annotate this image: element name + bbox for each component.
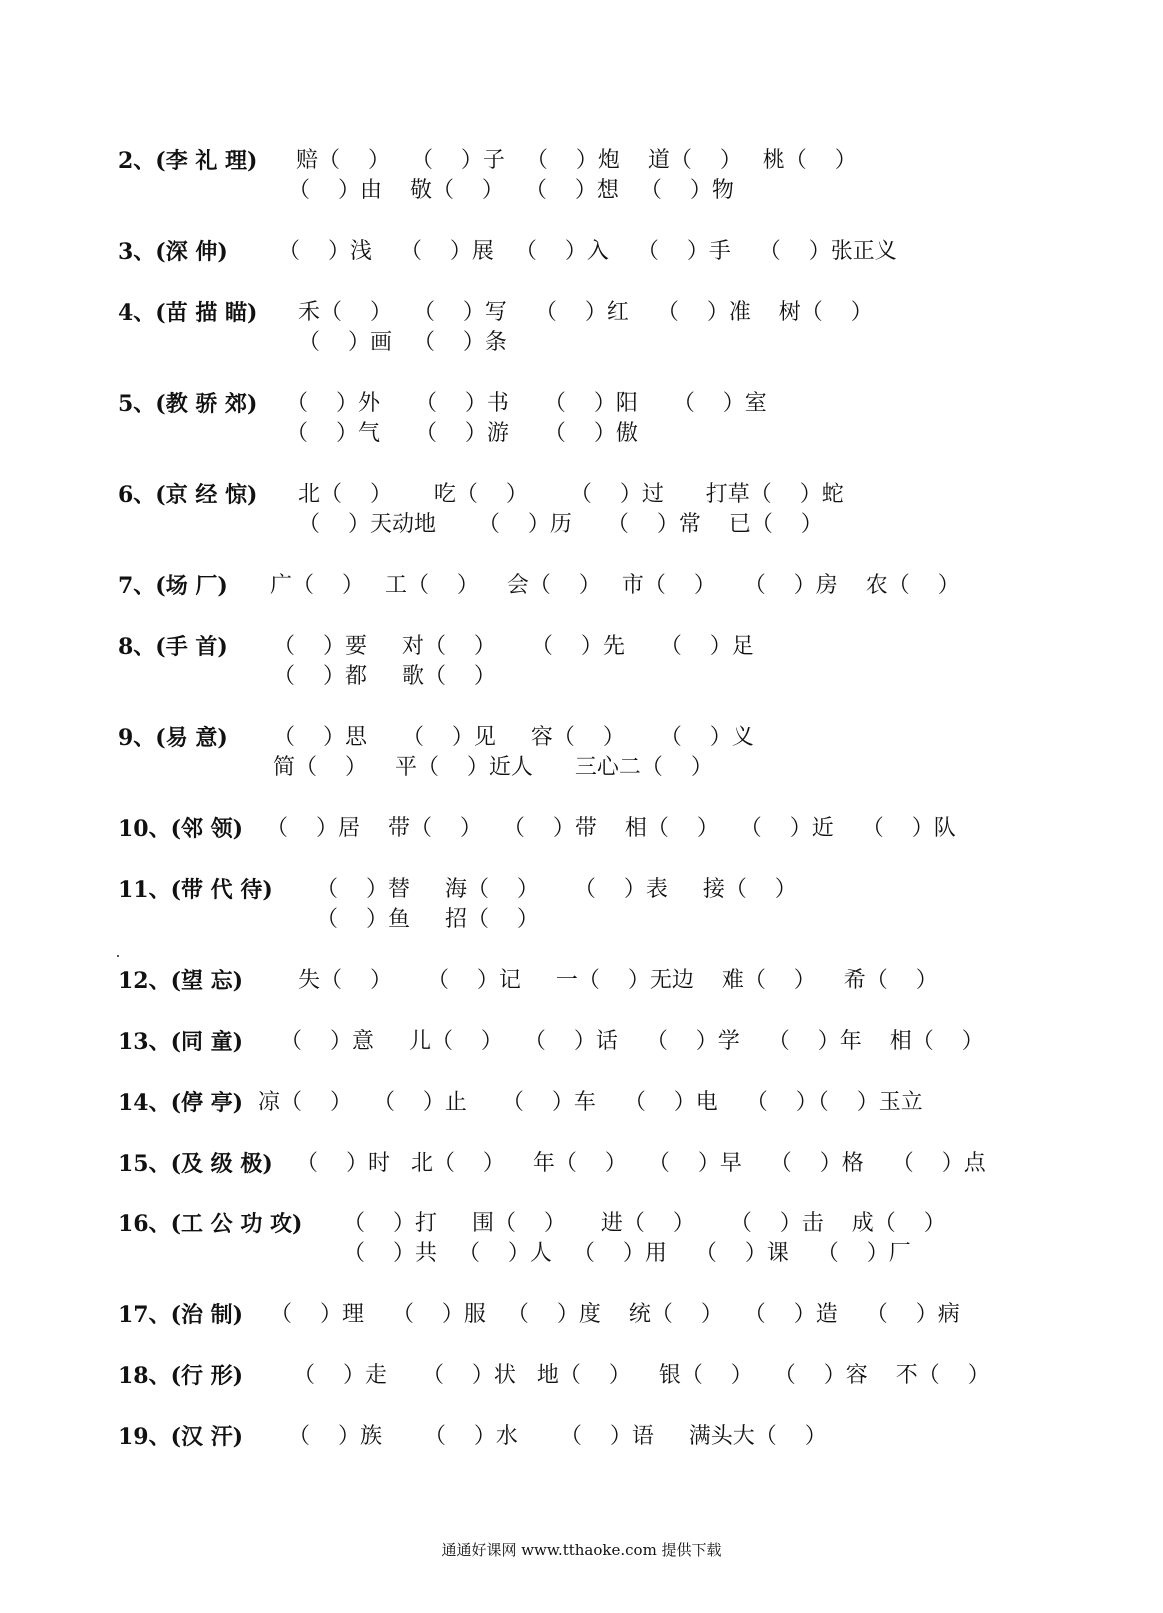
- exercise-label: 5、(教 骄 郊): [118, 391, 258, 417]
- exercise-label: 19、(汉 汗): [118, 1424, 244, 1450]
- exercise-line: 赔（ ） （ ）子 （ ）炮 道（ ） 桃（ ）: [296, 148, 857, 173]
- exercise-line: （ ）画 （ ）条: [298, 330, 507, 355]
- exercise-label: 7、(场 厂): [118, 573, 228, 599]
- exercise-line: （ ）都 歌（ ）: [273, 664, 496, 689]
- exercise-line: 禾（ ） （ ）写 （ ）红 （ ）准 树（ ）: [298, 300, 873, 325]
- footer-source-note: 通通好课网 www.tthaoke.com 提供下载: [441, 1541, 722, 1559]
- exercise-line: （ ）外 （ ）书 （ ）阳 （ ）室: [286, 391, 767, 416]
- exercise-label: 14、(停 亭): [118, 1090, 244, 1116]
- exercise-line: （ ）气 （ ）游 （ ）傲: [286, 421, 638, 446]
- exercise-line: （ ）鱼 招（ ）: [316, 907, 539, 932]
- exercise-label: 2、(李 礼 理): [118, 148, 258, 174]
- exercise-line: （ ）天动地 （ ）历 （ ）常 已（ ）: [298, 512, 823, 537]
- exercise-line: （ ）思 （ ）见 容（ ） （ ）义: [273, 725, 754, 750]
- scan-speck: [117, 955, 119, 957]
- exercise-label: 10、(邻 领): [118, 816, 244, 842]
- exercise-line: 广（ ） 工（ ） 会（ ） 市（ ） （ ）房 农（ ）: [270, 573, 960, 598]
- exercise-label: 16、(工 公 功 攻): [118, 1211, 303, 1237]
- exercise-line: （ ）走 （ ）状 地（ ） 银（ ） （ ）容 不（ ）: [293, 1363, 990, 1388]
- exercise-line: （ ）由 敬（ ） （ ）想 （ ）物: [288, 178, 734, 203]
- exercise-label: 13、(同 童): [118, 1029, 244, 1055]
- exercise-label: 11、(带 代 待): [118, 877, 273, 903]
- exercise-label: 18、(行 形): [118, 1363, 244, 1389]
- exercise-line: （ ）居 带（ ） （ ）带 相（ ） （ ）近 （ ）队: [266, 816, 956, 841]
- exercise-label: 15、(及 级 极): [118, 1151, 273, 1177]
- exercise-line: （ ）共 （ ）人 （ ）用 （ ）课 （ ）厂: [343, 1241, 911, 1266]
- exercise-label: 4、(苗 描 瞄): [118, 300, 258, 326]
- exercise-line: 凉（ ） （ ）止 （ ）车 （ ）电 （ ）（ ）玉立: [258, 1090, 923, 1115]
- exercise-label: 6、(京 经 惊): [118, 482, 258, 508]
- exercise-line: （ ）打 围（ ） 进（ ） （ ）击 成（ ）: [343, 1211, 946, 1236]
- exercise-line: （ ）要 对（ ） （ ）先 （ ）足: [273, 634, 754, 659]
- exercise-line: 失（ ） （ ）记 一（ ）无边 难（ ） 希（ ）: [298, 968, 938, 993]
- exercise-label: 3、(深 伸): [118, 239, 228, 265]
- exercise-line: （ ）时 北（ ） 年（ ） （ ）早 （ ）格 （ ）点: [296, 1151, 986, 1176]
- exercise-line: （ ）浅 （ ）展 （ ）入 （ ）手 （ ）张正义: [278, 239, 897, 264]
- exercise-line: （ ）意 儿（ ） （ ）话 （ ）学 （ ）年 相（ ）: [280, 1029, 984, 1054]
- exercise-line: （ ）理 （ ）服 （ ）度 统（ ） （ ）造 （ ）病: [270, 1302, 960, 1327]
- exercise-label: 17、(治 制): [118, 1302, 244, 1328]
- exercise-line: 北（ ） 吃（ ） （ ）过 打草（ ）蛇: [298, 482, 844, 507]
- exercise-line: （ ）替 海（ ） （ ）表 接（ ）: [316, 877, 797, 902]
- exercise-line: （ ）族 （ ）水 （ ）语 满头大（ ）: [288, 1424, 827, 1449]
- exercise-line: 简（ ） 平（ ）近人 三心二（ ）: [273, 755, 713, 780]
- exercise-label: 8、(手 首): [118, 634, 228, 660]
- exercise-label: 9、(易 意): [118, 725, 228, 751]
- exercise-label: 12、(望 忘): [118, 968, 244, 994]
